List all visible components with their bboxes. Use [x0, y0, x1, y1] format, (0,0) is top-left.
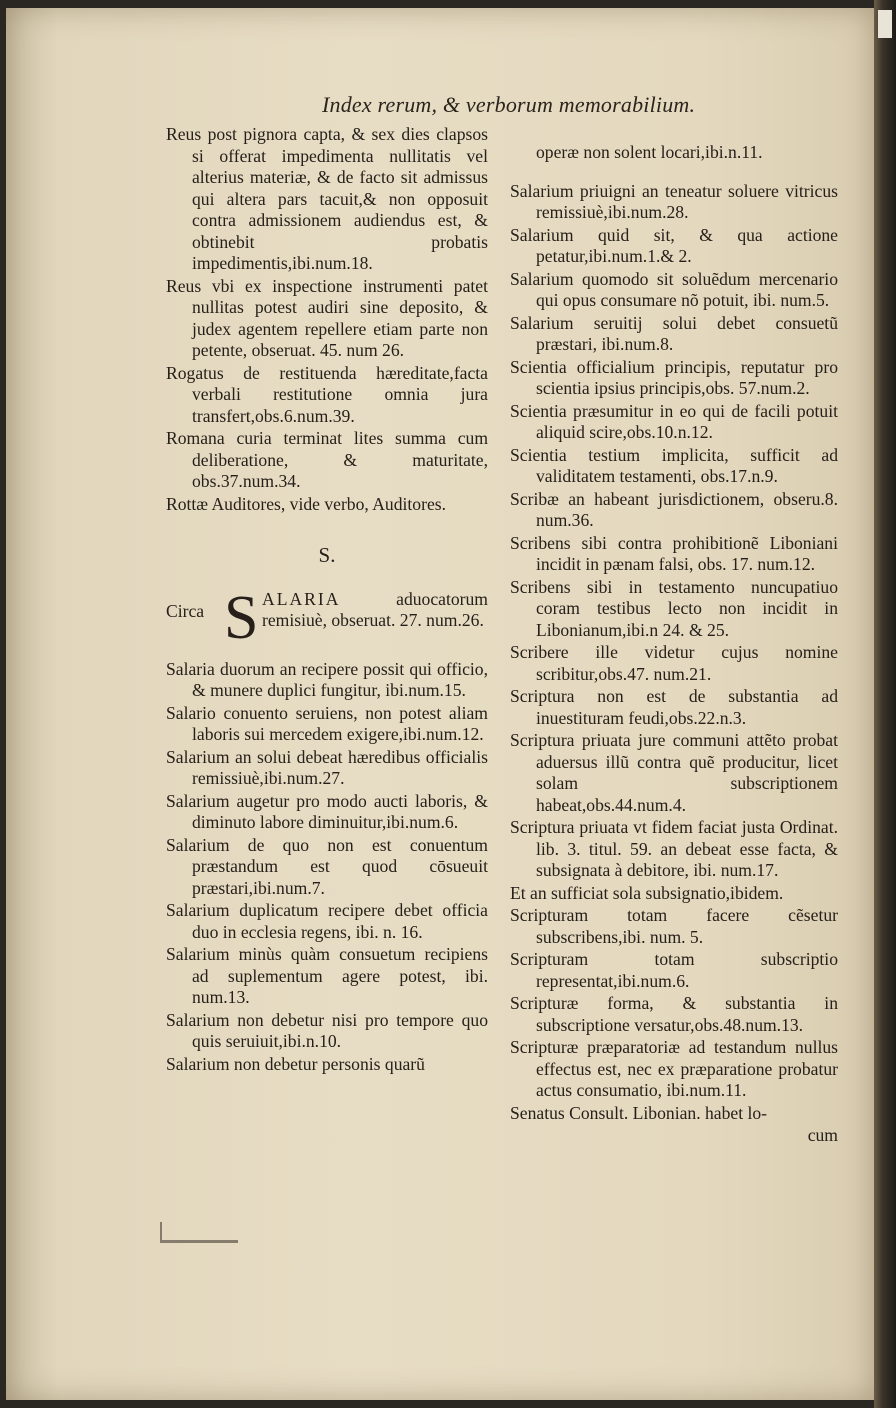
index-entry: Scientia præsumitur in eo qui de facili potuit aliquid scire,obs.10.n.12. [510, 400, 838, 443]
index-entry-continuation: operæ non solent locari,ibi.n.11. [536, 141, 763, 162]
index-entry: Salaria duorum an recipere possit qui officio, & munere duplici fungitur, ibi.num.15. [166, 658, 488, 700]
index-entry: Scripturam totam facere cẽsetur subscribens,ibi. num. 5. [510, 905, 838, 947]
index-entry: Scriptura priuata vt fidem faciat justa Ordinat. lib. 3. titul. 59. an debeat esse facta, & subsignata à debitore, ibi. num.17. [510, 817, 838, 881]
salaria-rest: aduocatorum remisiuè, obseruat. 27. num.26. [262, 588, 488, 630]
circa-word: Circa [166, 600, 205, 621]
index-entry: Salarium seruitij solui debet consuetũ præstari, ibi.num.8. [510, 312, 838, 355]
scan-tab [878, 10, 892, 38]
right-column [510, 124, 838, 1147]
opening-entry-text [262, 589, 488, 632]
index-entry: Senatus Consult. Libonian. habet lo- [510, 1102, 768, 1123]
index-entry: Scriptura non est de substantia ad inuestituram feudi,obs.22.n.3. [510, 686, 838, 728]
ink-mark [160, 1222, 238, 1243]
index-entry: Scribens sibi contra prohibitionẽ Liboniani incidit in pænam falsi, obs. 17. num.12. [510, 532, 838, 575]
index-entry: Scientia officialium principis, reputatur pro scientia ipsius principis,obs. 57.num.2. [510, 356, 838, 399]
index-entry: Scripturam totam subscriptio representat,ibi.num.6. [510, 949, 838, 991]
running-head: Index rerum, & verborum memorabilium. [322, 92, 696, 117]
index-entry: Rogatus de restituenda hæreditate,facta verbali restitutione omnia jura transfert,obs.6.num.39. [166, 362, 488, 426]
index-entry: Reus vbi ex inspectione instrumenti patet nullitas potest audiri sine deposito, & judex agentem repellere etiam parte non petente, obseruat. 45. num 26. [166, 275, 488, 360]
page-edge-shadow [874, 0, 896, 1408]
index-entry: Scribæ an habeant jurisdictionem, obseru.8. num.36. [510, 488, 838, 531]
index-entry: Rottæ Auditores, vide verbo, Auditores. [166, 493, 447, 514]
index-entry: Scriptura priuata jure communi attẽto probat aduersus illũ contra quẽ producitur, licet solam subscriptionem habeat,obs.44.num.4. [510, 730, 838, 815]
index-entry: Reus post pignora capta, & sex dies clapsos si offerat impedimenta nullitatis vel alterius materiæ, & de facto sit admissus qui altera pars tacuit,& non opposuit contra admissionem audiendus est, & obtinebit probatis impedimentis,ibi.num.18. [166, 124, 488, 273]
index-entry: Salarium priuigni an teneatur soluere vitricus remissiuè,ibi.num.28. [510, 180, 838, 223]
index-entry: Salarium non debetur nisi pro tempore quo quis seruiuit,ibi.n.10. [166, 1009, 488, 1051]
left-column [166, 124, 488, 1076]
index-entry: Et an sufficiat sola subsignatio,ibidem. [510, 882, 784, 903]
index-entry: Salarium non debetur personis quarũ [166, 1053, 425, 1074]
index-entry: Salario conuento seruiens, non potest aliam laboris sui mercedem exigere,ibi.num.12. [166, 702, 488, 744]
index-entry: Salarium de quo non est conuentum præstandum est quod cōsueuit præstari,ibi.num.7. [166, 834, 488, 898]
index-entry: Salarium duplicatum recipere debet officia duo in ecclesia regens, ibi. n. 16. [166, 900, 488, 942]
index-entry: Salarium minùs quàm consuetum recipiens ad suplementum agere potest, ibi. num.13. [166, 944, 488, 1007]
index-entry: Scribere ille videtur cujus nomine scribitur,obs.47. num.21. [510, 642, 838, 684]
index-entry: Scripturæ præparatoriæ ad testandum nullus effectus est, nec ex præparatione probatur actus consumatio, ibi.num.11. [510, 1037, 838, 1101]
index-entry: Scripturæ forma, & substantia in subscriptione versatur,obs.48.num.13. [510, 993, 838, 1035]
index-entry: Salarium an solui debeat hæredibus officialis remissiuè,ibi.num.27. [166, 746, 488, 788]
section-heading-s: S. [318, 543, 336, 567]
index-entry: Salarium quomodo sit soluẽdum mercenario qui opus consumare nõ potuit, ibi. num.5. [510, 268, 838, 311]
salaria-caps: ALARIA [262, 588, 341, 609]
index-entry: Salarium augetur pro modo aucti laboris, & diminuto labore diminuitur,ibi.num.6. [166, 790, 488, 832]
section-opening-entry [166, 583, 488, 657]
index-entry: Scribens sibi in testamento nuncupatiuo coram testibus lecto non incidit in Libonianum,ibi.n 24. & 25. [510, 576, 838, 640]
index-entry: Scientia testium implicita, sufficit ad validitatem testamenti, obs.17.n.9. [510, 444, 838, 487]
index-entry: Romana curia terminat lites summa cum deliberatione, & maturitate, obs.37.num.34. [166, 428, 488, 491]
drop-cap-initial: S [224, 583, 259, 652]
catchword: cum [807, 1125, 838, 1146]
index-entry: Salarium quid sit, & qua actione petatur,ibi.num.1.& 2. [510, 224, 838, 267]
